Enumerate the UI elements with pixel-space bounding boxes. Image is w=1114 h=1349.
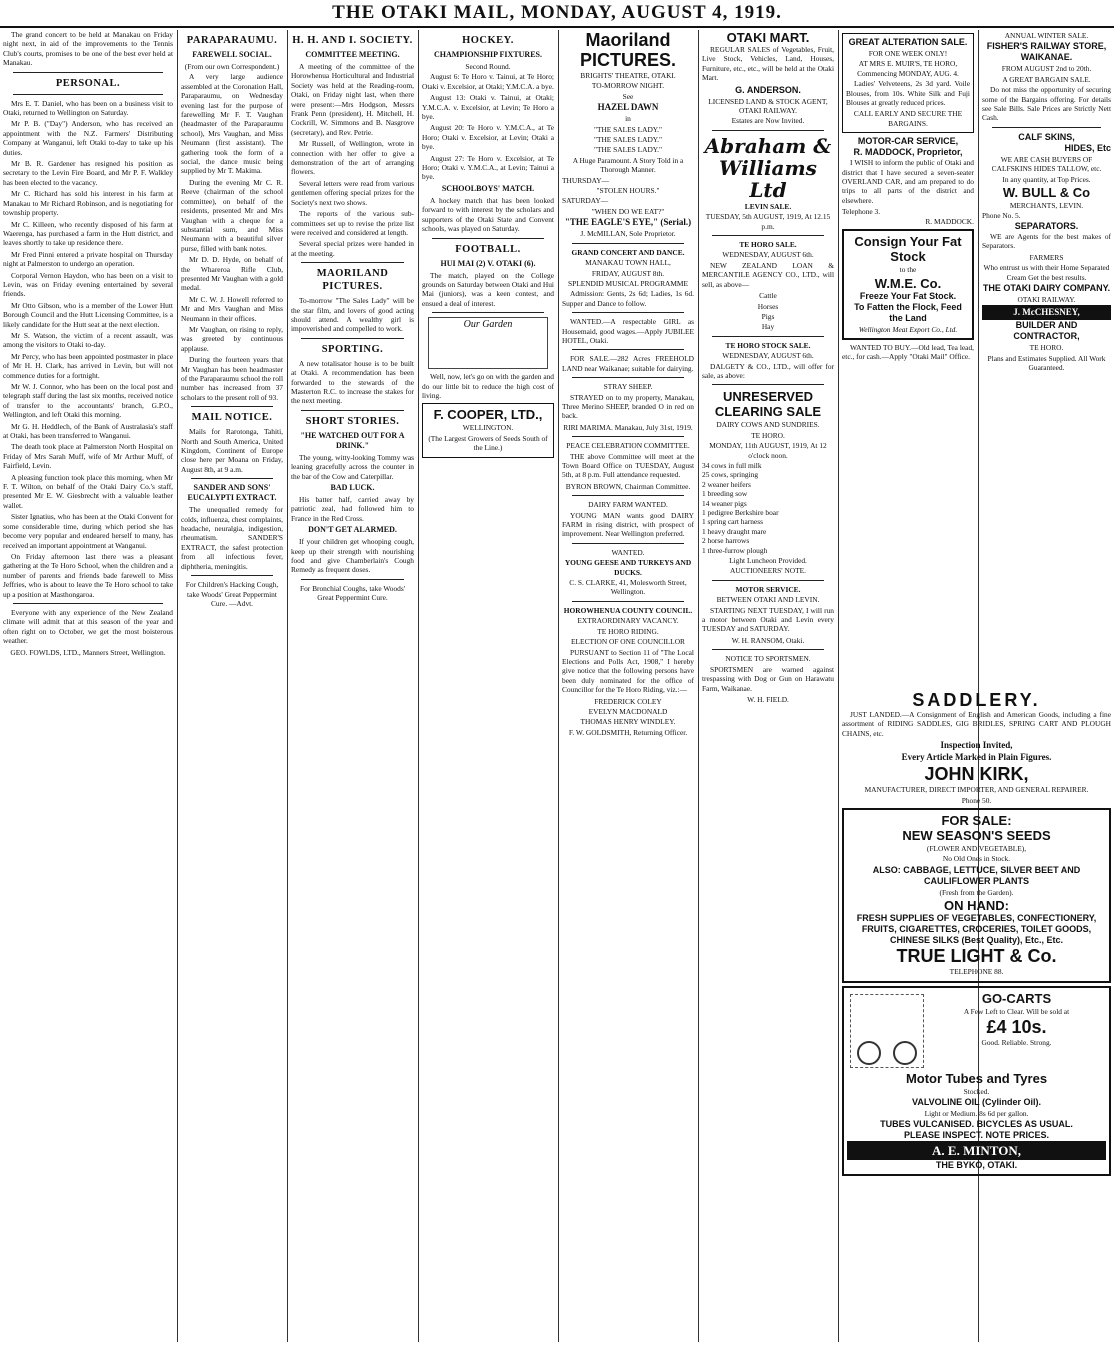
- consign-title: Consign Your Fat Stock: [854, 234, 962, 265]
- fisher-date: FROM AUGUST 2nd to 20th.: [1001, 64, 1092, 74]
- sale-list-item: 1 pedigree Berkshire boar: [702, 508, 779, 517]
- column-society: [291, 30, 414, 1342]
- top-prices: In any quantity, at Top Prices.: [1002, 174, 1091, 184]
- fixtures-subheading: CHAMPIONSHIP FIXTURES.: [433, 50, 542, 59]
- lead-paragraph: The grand concert to be held at Manakau on Friday night next, in aid of the improvements to the Tennis Club's courts, promises to be one of the best ever held at Manakau.: [3, 30, 173, 68]
- fisher-title: FISHER'S RAILWAY STORE, WAIKANAE.: [986, 41, 1107, 63]
- election: ELECTION OF ONE COUNCILLOR: [571, 637, 685, 647]
- builder-title: BUILDER AND CONTRACTOR,: [1013, 320, 1080, 342]
- divider: [572, 243, 684, 244]
- alteration-sale-sub: FOR ONE WEEK ONLY!: [868, 49, 948, 58]
- concert-hall: MANAKAU TOWN HALL,: [585, 258, 671, 268]
- peace-text: THE above Committee will meet at the Town Board Office on TUESDAY, August 5th, at 8 p.m. Full attendance requested.: [562, 451, 694, 480]
- true-light-telephone: TELEPHONE 88.: [949, 967, 1004, 977]
- tomorrow: TO-MORROW NIGHT.: [591, 81, 665, 91]
- column-rule: [698, 30, 699, 1342]
- saddlery-text: JUST LANDED.—A Consignment of English and American Goods, including a fine assortment of RIDING SADDLES, GIG BRIDLES, SPRING CART AND PLOUGH CHAINS, etc.: [842, 710, 1111, 738]
- sale-list-item: 1 spring cart harness: [702, 517, 763, 527]
- society-heading: H. H. AND I. SOCIETY.: [292, 35, 413, 46]
- committee-subheading: COMMITTEE MEETING.: [305, 50, 400, 59]
- personal-item: Mr Fred Pinni entered a private hospital on Thursday night at Palmerston to undergo an operation.: [3, 249, 173, 269]
- divider: [301, 262, 404, 263]
- round-label: Second Round.: [465, 62, 511, 71]
- divider: [432, 238, 544, 239]
- story-text: The young, witty-looking Tommy was leaning gracefully across the counter in the bar of the Cow and Caterpillar.: [291, 452, 414, 481]
- wme-title: W.M.E. Co.: [874, 275, 942, 291]
- flock-title: To Fatten the Flock, Feed the Land: [854, 301, 962, 323]
- pram-illustration: [850, 994, 924, 1068]
- estates: Estates are Now Invited.: [731, 116, 805, 126]
- article-paragraph: A meeting of the committee of the Horowhenua Horticultural and Industrial Society was held at the Reading-room, Otaki, on Friday night last, when there were present:—Mrs Hodgson, Messrs Frank Penn (president), H. Mitchell, H. Cockrill, W. Simmons and B. Nasgrove (secretary), and Rev. Petrie.: [291, 62, 414, 137]
- saturday-film: "WHEN DO WE EAT?": [591, 206, 665, 216]
- motor-car-service: MOTOR-CAR SERVICE,: [857, 136, 959, 147]
- divider: [712, 649, 824, 650]
- abraham-williams-logo: Abraham & Williams Ltd: [704, 133, 832, 202]
- sale-list-item: 1 breeding sow: [702, 489, 748, 499]
- unreserved-place: TE HORO.: [751, 430, 785, 440]
- film-title: "THE SALES LADY.": [593, 124, 663, 134]
- stray-heading: STRAY SHEEP.: [603, 382, 653, 392]
- divider: [191, 575, 273, 576]
- hides: HIDES, Etc: [1064, 142, 1111, 153]
- fixture-item: August 13: Otaki v. Tainui, at Otaki; Y.M.C.A. v. Excelsior, at Levin; Te Horo a bye.: [422, 93, 554, 122]
- gocarts-price: £4 10s.: [986, 1017, 1047, 1038]
- dalgety-text: DALGETY & CO., LTD., will offer for sale, as above:: [702, 361, 834, 380]
- wanted-to-buy: WANTED TO BUY.—Old lead, Tea lead, etc., for cash.—Apply "Otaki Mail" Office.: [842, 342, 974, 362]
- wanted-heading: WANTED.: [611, 547, 645, 557]
- short-stories-heading: SHORT STORIES.: [305, 415, 400, 427]
- sale-list-item: 2 horse harrows: [702, 536, 750, 546]
- story-title: "HE WATCHED OUT FOR A DRINK.": [300, 430, 405, 450]
- personal-item: Mr C. Killeen, who recently disposed of his farm at Waerenga, has purchased a farm in the Hutt district, and leaves shortly to take up residence there.: [3, 219, 173, 248]
- column-rule: [838, 30, 839, 1342]
- article-paragraph: During the fourteen years that Mr Vaughan has been headmaster of the Paraparaumu school the roll number has increased from 37 scholars to the present roll of 93.: [181, 355, 284, 402]
- for-sale-ad: FOR SALE.—282 Acres FREEHOLD LAND near Waikanae; suitable for dairying.: [562, 354, 694, 373]
- dairy-company: THE OTAKI DAIRY COMPANY.: [982, 282, 1111, 293]
- for-sale-title: FOR SALE:: [941, 813, 1012, 829]
- see: See: [622, 91, 634, 101]
- wme-name: Wellington Meat Export Co., Ltd.: [858, 324, 958, 334]
- stock-item: Horses: [757, 301, 779, 311]
- sale-list-item: 25 cows, springing: [702, 470, 759, 480]
- seeds-sub: (FLOWER AND VEGETABLE),: [926, 844, 1027, 854]
- divider: [301, 338, 404, 339]
- divider: [572, 495, 684, 496]
- mcchesney-name: J. McCHESNEY,: [982, 305, 1111, 320]
- personal-heading: PERSONAL.: [55, 77, 121, 89]
- divider: [572, 312, 684, 313]
- kirk-name: JOHN KIRK,: [924, 764, 1029, 785]
- personal-item: Corporal Vernon Haydon, who has been on a visit to Levin, was on Friday evening entertained by several friends.: [3, 270, 173, 299]
- sale-list-item: 34 cows in full milk: [702, 460, 762, 470]
- calf-skins: CALF SKINS,: [1018, 131, 1075, 142]
- divider: [712, 235, 824, 236]
- personal-item: Mr G. H. Heddlech, of the Bank of Australasia's staff at Otaki, has been transferred to Wanganui.: [3, 421, 173, 441]
- masthead: [0, 0, 1114, 28]
- newspaper-title: THE OTAKI MAIL, MONDAY, AUGUST 4, 1919.: [332, 2, 782, 23]
- dairy-text: YOUNG MAN wants good DAIRY FARM in rising district, with prospect of improvement. Near Wellington preferred.: [562, 510, 694, 539]
- bottom-ads: [842, 690, 1111, 1342]
- gocarts-title: GO-CARTS: [981, 990, 1052, 1006]
- fixture-item: August 27: Te Horo v. Excelsior, at Te Horo; Otaki v. Y.M.C.A., at Levin; Tainui a bye.: [422, 153, 554, 182]
- divider: [572, 436, 684, 437]
- annual-sale: ANNUAL WINTER SALE.: [1004, 31, 1089, 40]
- bull-sub: MERCHANTS, LEVIN.: [1009, 201, 1084, 211]
- garden-text: Well, now, let's go on with the garden and do our little bit to reduce the high cost of living.: [422, 372, 554, 400]
- garden-caption: Our Garden: [463, 319, 513, 331]
- personal-item: Mr C. Richard has sold his interest in his farm at Manakau to Mr Richard Robinson, and is negotiating for township property.: [3, 189, 173, 218]
- article-paragraph: Mr C. W. J. Howell referred to Mr and Mrs Vaughan and Miss Neumann in their offices.: [181, 294, 283, 323]
- farmers-heading: FARMERS: [1029, 252, 1064, 262]
- mail-notice-heading: MAIL NOTICE.: [191, 412, 273, 424]
- dairy-cows: DAIRY COWS AND SUNDRIES.: [716, 420, 820, 430]
- divider: [301, 410, 404, 411]
- divider: [13, 72, 163, 73]
- article-paragraph: Several special prizes were handed in at the meeting.: [291, 239, 414, 258]
- cooper-ad: [422, 403, 554, 457]
- divider: [572, 601, 684, 602]
- auctioneers-note: AUCTIONEERS' NOTE.: [729, 566, 807, 576]
- sportsmen-signoff: W. H. FIELD.: [747, 694, 789, 704]
- seeds-title: NEW SEASON'S SEEDS: [902, 828, 1051, 844]
- divider: [572, 349, 684, 350]
- farewell-subheading: FAREWELL SOCIAL.: [192, 50, 272, 59]
- column-paraparaumu: [181, 30, 283, 1342]
- to-the: to the: [899, 265, 917, 275]
- council-heading: HOROWHENUA COUNTY COUNCIL.: [563, 605, 693, 615]
- seeds-stock: No Old Ones in Stock.: [942, 854, 1011, 864]
- separators-text: WE are Agents for the best makes of Separators.: [982, 231, 1111, 251]
- wanted-ad: WANTED.—A respectable GIRL as Housemaid, good wages.—Apply JUBILEE HOTEL, Otaki.: [562, 317, 694, 345]
- sale-list-item: 1 heavy draught mare: [702, 526, 767, 536]
- gocarts-sub: A Few Left to Clear. Will be sold at: [963, 1006, 1070, 1016]
- sale-list-item: 14 weaner pigs: [702, 498, 747, 508]
- paramount: A Huge Paramount. A Story Told in a Thorough Manner.: [572, 155, 684, 175]
- kirk-phone: Phone 50.: [961, 795, 992, 805]
- column-personal: [3, 30, 173, 1342]
- column-alteration-sale: [842, 30, 974, 683]
- anderson-sub: LICENSED LAND & STOCK AGENT, OTAKI RAILWAY.: [708, 96, 828, 116]
- maddock-signoff: R. MADDOCK.: [925, 216, 974, 226]
- stock-sale: TE HORO STOCK SALE.: [725, 340, 811, 350]
- personal-item: Mr Percy, who has been appointed postmaster in place of Mr H. H. Clark, has arrived in Levin, but will not commence duties for a fortnight.: [3, 351, 173, 380]
- also-sub: (Fresh from the Garden).: [939, 887, 1014, 897]
- gocarts-good: Good. Reliable. Strong.: [981, 1038, 1052, 1048]
- plans-text: Plans and Estimates Supplied. All Work Guaranteed.: [987, 353, 1106, 373]
- candidate: EVELYN MACDONALD: [588, 706, 668, 716]
- vacancy: EXTRAORDINARY VACANCY.: [577, 616, 679, 626]
- alteration-sale-items: Ladies' Velveteens, 2s 3d yard. Voile Blouses, from 10s. White Silk and Fuji Blouses at greatly reduced prices.: [846, 79, 970, 108]
- separators-title: SEPARATORS.: [1014, 220, 1079, 231]
- our-garden-illustration: [428, 317, 548, 369]
- stocked: Stocked.: [963, 1086, 990, 1096]
- footer-ad: For Children's Hacking Cough, take Woods' Great Peppermint Cure. —Advt.: [185, 580, 279, 608]
- article-paragraph: During the evening Mr C. R. Reeve (chairman of the school committee), on behalf of the residents, presented Mr and Mrs Vaughan with a cheque for a substantial sum, and Miss Neumann with a beautiful silver purse, filled with bank notes.: [181, 177, 283, 253]
- on-hand-text: FRESH SUPPLIES OF VEGETABLES, CONFECTIONERY, FRUITS, CIGARETTES, CROCERIES, TOILET GOODS, CHINESE SILKS (Best Quality), Etc., Etc.: [856, 913, 1097, 946]
- article-paragraph: Several letters were read from various gentlemen offering special prizes for the Society's next two shows.: [291, 178, 414, 207]
- paraparaumu-heading: PARAPARAUMU.: [186, 35, 278, 46]
- unreserved-date: MONDAY, 11th AUGUST, 1919, At 12 o'clock noon.: [709, 441, 827, 460]
- peace-signoff: BYRON BROWN, Chairman Committee.: [565, 481, 691, 491]
- maddock-text: I WISH to inform the public of Otaki and district that I have secured a seven-seater OVERLAND CAR, and am prepared to do trips to all parts of the district and elsewhere.: [842, 158, 974, 205]
- riding: TE HORO RIDING.: [597, 626, 659, 636]
- story-text: If your children get whooping cough, keep up their strength with nourishing food and give Chamberlain's Cough Remedy as frequent doses.: [291, 537, 414, 575]
- motor-service-signoff: W. H. RANSOM, Otaki.: [731, 635, 805, 645]
- sale-list-item: 2 weaner heifers: [702, 479, 751, 489]
- sporting-text: A new totalisator house is to be built at Otaki. A recommendation has been forwarded to the stewards of the Masterton R.C. to increase the stakes for the next meeting.: [291, 358, 414, 406]
- sportsmen-heading: NOTICE TO SPORTSMEN.: [725, 654, 811, 664]
- story-text: His batter half, carried away by patriotic zeal, had followed him to France in the Red Cross.: [291, 495, 414, 523]
- wanted-signoff: C. S. CLARKE, 41, Molesworth Street, Wellington.: [569, 578, 687, 597]
- freeze-title: Freeze Your Fat Stock.: [859, 290, 957, 301]
- also-plants: ALSO: CABBAGE, LETTUCE, SILVER BEET AND CAULIFLOWER PLANTS: [872, 864, 1081, 886]
- byko: THE BYKO, OTAKI.: [935, 1160, 1018, 1171]
- luncheon: Light Luncheon Provided.: [729, 556, 807, 566]
- motor-service-sub: BETWEEN OTAKI AND LEVIN.: [716, 595, 820, 605]
- sanders-heading: SANDER AND SONS' EUCALYPTI EXTRACT.: [187, 483, 277, 503]
- saddlery-title: SADDLERY.: [912, 690, 1041, 710]
- pictures-text: To-morrow "The Sales Lady" will be the star film, and lovers of good acting should attend. A wealthy girl is impoverished and compelled to work.: [291, 296, 414, 334]
- divider: [712, 580, 824, 581]
- concert-title: GRAND CONCERT AND DANCE.: [571, 247, 685, 257]
- personal-item: Mrs E. T. Daniel, who has been on a business visit to Otaki, returned to Wellington on Saturday.: [3, 98, 173, 118]
- signoff: GEO. FOWLDS, LTD., Manners Street, Wellington.: [10, 647, 166, 657]
- valvoline: VALVOLINE OIL (Cylinder Oil).: [911, 1097, 1041, 1108]
- seeds-ad: [842, 808, 1111, 983]
- column-hockey: [422, 30, 554, 1342]
- inspection-invited: Inspection Invited,: [940, 740, 1013, 751]
- concert-date: FRIDAY, AUGUST 8th.: [591, 268, 665, 278]
- divider: [712, 130, 824, 131]
- divider: [712, 336, 824, 337]
- motor-tubes-title: Motor Tubes and Tyres: [905, 1070, 1048, 1086]
- cooper-city: WELLINGTON.: [462, 423, 514, 433]
- otaki-mart-title: OTAKI MART.: [726, 30, 810, 45]
- footer-ad: For Bronchial Coughs, take Woods' Great Peppermint Cure.: [299, 583, 406, 603]
- film-title: "THE SALES LADY.": [593, 145, 663, 155]
- divider: [301, 579, 404, 580]
- in: in: [625, 114, 631, 124]
- divider: [191, 478, 273, 479]
- personal-item: The death took place at Palmerston North Hospital on Friday of Mrs Sarah Muff, wife of Mr Arthur Muff, of Fairfield, Levin.: [3, 442, 173, 471]
- personal-item: Mr S. Watson, the victim of a recent assault, was among the visitors to Otaki to-day.: [3, 330, 173, 350]
- sporting-heading: SPORTING.: [321, 343, 384, 355]
- stray-signoff: RIRI MARIMA. Manakau, July 31st, 1919.: [563, 422, 693, 432]
- please-inspect: PLEASE INSPECT. NOTE PRICES.: [903, 1130, 1050, 1141]
- personal-item: Mr B. R. Gardener has resigned his position as secretary to the Levin Fire Board, and Mr P. F. Walkley has been elected to the vacancy.: [3, 159, 173, 187]
- thursday: THURSDAY—: [562, 175, 609, 185]
- column-rule: [558, 30, 559, 1342]
- light-oil: Light or Medium. 8s 6d per gallon.: [924, 1109, 1029, 1119]
- election-text: PURSUANT to Section 11 of "The Local Elections and Polls Act, 1908," I hereby give notice that the following persons have been duly nominated for the office of Councillor for the Te Horo Riding, viz.:—: [562, 647, 694, 695]
- saturday: SATURDAY—: [562, 196, 609, 206]
- tehoro-sale-date: WEDNESDAY, AUGUST 6th.: [722, 250, 814, 260]
- tehoro-sale: TE HORO SALE.: [739, 240, 797, 250]
- story-title: DON'T GET ALARMED.: [308, 525, 397, 535]
- article-paragraph: The reports of the various sub-committees set up to revise the prize list were received and considered at length.: [291, 209, 414, 237]
- bargain-heading: A GREAT BARGAIN SALE.: [1002, 74, 1091, 84]
- bargain-text: Do not miss the opportunity of securing some of the Bargains offering. For details see Sale Bills. Sale Prices are Strictly Nett Cash.: [982, 85, 1111, 123]
- article-paragraph: A very large audience assembled at the Coronation Hall, Paraparaumu, on Wednesday evening last for the purpose of farewelling Mr F. T. Vaughan (headmaster of the Paraparaumu school), Mrs Vaughan, and Miss Neumann (first assistant). The gathering took the form of a social, the dance music being supplied by Mr T. Makima.: [181, 72, 283, 176]
- stock-sale-date: WEDNESDAY, AUGUST 6th.: [722, 351, 814, 361]
- stock-item: Pigs: [761, 311, 775, 321]
- peace-heading: PEACE CELEBRATION COMMITTEE.: [566, 441, 690, 451]
- divider: [13, 603, 163, 604]
- article-paragraph: Mr D. D. Hyde, on behalf of the Whareroa Rifle Club, presented Mr Vaughan with a gold medal.: [181, 255, 283, 293]
- personal-item: Sister Ignatius, who has been at the Otaki Convent for some considerable time, during which period she has become very popular and endeared herself to many, has received an important appointment at Wanganui.: [3, 512, 173, 550]
- stock-item: Cattle: [759, 291, 777, 301]
- column-merchants: [982, 30, 1111, 683]
- serial: "THE EAGLE'S EYE," (Serial.): [564, 217, 692, 228]
- divider: [572, 543, 684, 544]
- mail-notice-text: Mails for Rarotonga, Tahiti, North and South America, United Kingdom, Continent of Europe close here per Moana on Friday, August 8th, at 9 a.m.: [181, 427, 283, 474]
- alteration-sale-ad: [842, 33, 974, 133]
- article-paragraph: Mr Russell, of Wellington, wrote in connection with her offer to give a demonstration of the art of arranging flowers.: [291, 139, 414, 177]
- fixture-item: August 6: Te Horo v. Tainui, at Te Horo; Otaki v. Excelsior, at Otaki; Y.M.C.A. a bye.: [422, 72, 554, 91]
- fixture-item: August 20: Te Horo v. Y.M.C.A., at Te Horo; Otaki v. Excelsior, at Levin; Otaki a bye.: [422, 123, 554, 152]
- sportsmen-text: SPORTSMEN are warned against trespassing with Dog or Gun on Harawatu Farm, Waikanae.: [702, 664, 834, 693]
- schoolboys-subheading: SCHOOLBOYS' MATCH.: [441, 183, 535, 193]
- candidate: FREDERICK COLEY: [594, 696, 662, 706]
- wheel-icon: [893, 1041, 917, 1065]
- dairy-company-sub: OTAKI RAILWAY.: [1017, 294, 1076, 304]
- cooper-name: F. COOPER, LTD.,: [433, 407, 543, 423]
- nz-loan-text: NEW ZEALAND LOAN & MERCANTILE AGENCY CO., LTD., will sell, as above—: [702, 260, 834, 289]
- maoriland-pictures-title: Maoriland PICTURES.: [579, 30, 676, 70]
- farmers-text: Who entrust us with their Home Separated Cream Get the best results.: [983, 263, 1110, 282]
- returning-officer: F. W. GOLDSMITH, Returning Officer.: [568, 727, 688, 737]
- thursday-film: "STOLEN HOURS.": [596, 186, 660, 196]
- true-light-title: TRUE LIGHT & Co.: [896, 946, 1057, 967]
- levin-sale-date: TUESDAY, 5th AUGUST, 1919, At 12.15 p.m.: [705, 212, 831, 231]
- candidate: THOMAS HENRY WINDLEY.: [580, 717, 676, 727]
- divider: [992, 127, 1101, 128]
- alteration-sale-call: CALL EARLY AND SECURE THE BARGAINS.: [853, 109, 963, 128]
- divider: [191, 406, 273, 407]
- story-title: BAD LUCK.: [330, 483, 375, 492]
- column-notices: [562, 30, 694, 1342]
- minton-name: A. E. MINTON,: [847, 1141, 1106, 1160]
- column-sales: [702, 30, 834, 704]
- maoriland-heading: MAORILAND PICTURES.: [316, 268, 389, 293]
- column-rule: [287, 30, 288, 1342]
- stock-item: Hay: [761, 322, 775, 332]
- personal-item: On Friday afternoon last there was a pleasant gathering at the Te Horo School, when the children and a number of parents and friends bade farewell to Miss Jeffries, who is about to leave the Te Horo school to take up a position at Masthongaroa.: [3, 551, 173, 599]
- divider: [432, 312, 544, 313]
- article-paragraph: Mr Vaughan, on rising to reply, was greeted by continuous applause.: [181, 324, 283, 353]
- football-text: The match, played on the College grounds on Saturday between Otaki and Hui Mai (juniors), was a keen contest, and ensued a deal of interest.: [422, 270, 554, 308]
- theatre: BRIGHTS' THEATRE, OTAKI.: [580, 71, 676, 80]
- dairy-heading: DAIRY FARM WANTED.: [588, 500, 668, 510]
- tubes-vulcanised: TUBES VULCANISED. BICYCLES AS USUAL.: [880, 1119, 1073, 1130]
- cash-buyers: WE ARE CASH BUYERS OF CALFSKINS HIDES TALLOW, etc.: [991, 154, 1102, 174]
- maddock-telephone: Telephone 3.: [842, 207, 881, 217]
- bull-phone: Phone No. 5.: [982, 211, 1021, 221]
- concert-programme: SPLENDID MUSICAL PROGRAMME: [567, 278, 689, 288]
- divider: [712, 384, 824, 385]
- motor-service-heading: MOTOR SERVICE.: [735, 584, 801, 594]
- divider: [572, 377, 684, 378]
- unreserved-title: UNRESERVED CLEARING SALE: [714, 389, 822, 420]
- alteration-sale-where: AT MRS E. MUIR'S, TE HORO, Commencing MONDAY, AUG. 4.: [857, 59, 959, 78]
- every-article: Every Article Marked in Plain Figures.: [901, 752, 1052, 763]
- on-hand-title: ON HAND:: [944, 898, 1009, 914]
- football-heading: FOOTBALL.: [455, 243, 521, 255]
- mcchesney-place: TE HORO.: [1029, 343, 1064, 353]
- divider: [13, 94, 163, 95]
- maddock-name: R. MADDOCK, Proprietor,: [853, 147, 963, 158]
- sale-list-item: 1 three-furrow plough: [702, 545, 768, 555]
- wanted-text: YOUNG GEESE AND TURKEYS AND DUCKS.: [564, 558, 692, 577]
- personal-item: Mr P. B. ("Day") Anderson, who has received an appointment with the N.Z. Farmers' Distributing Company at Wanganui, left Otaki to-day to take up his duties.: [3, 119, 173, 157]
- byline: (From our own Correspondent.): [184, 62, 280, 71]
- kirk-sub: MANUFACTURER, DIRECT IMPORTER, AND GENERAL REPAIRER.: [864, 785, 1089, 795]
- wheel-icon: [857, 1041, 881, 1065]
- cooper-tagline: (The Largest Growers of Seeds South of the Line.): [428, 433, 548, 453]
- personal-item: Mr Otto Gibson, who is a member of the Lower Hutt Borough Council and the Hutt Licensing Committee, is a likely candidate for the Hutt seat at the next election.: [3, 300, 173, 329]
- stray-text: STRAYED on to my property, Manakau, Three Merino SHEEP, branded O in red on back.: [562, 392, 694, 421]
- personal-item: A pleasing function took place this morning, when Mr F. T. Wilton, on behalf of the Otaki Dairy Co.'s staff, presented Mr E. W. Giesbrecht with a valuable leather wallet.: [3, 472, 173, 510]
- otaki-mart-text: REGULAR SALES of Vegetables, Fruit, Live Stock, Vehicles, Land, Houses, Furniture, etc., etc., will be held at the Otaki Mart.: [702, 45, 834, 83]
- film-title: "THE SALES LADY.": [593, 135, 663, 145]
- alteration-sale-title: GREAT ALTERATION SALE.: [848, 37, 968, 47]
- star-name: HAZEL DAWN: [597, 102, 659, 113]
- wme-ad: [842, 229, 974, 340]
- sanders-text: The unequalled remedy for colds, influenza, chest complaints, headache, neuralgia, indigestion, rheumatism. SANDER'S EXTRACT, the safest protection from all infectious fever, diphtheria, meningitis.: [181, 505, 283, 571]
- schoolboys-text: A hockey match that has been looked forward to with interest by the scholars and supporters of the Otaki State and Convent schools, was played on Saturday.: [422, 195, 554, 234]
- proprietor: J. McMILLAN, Sole Proprietor.: [580, 229, 676, 239]
- bull-title: W. BULL & Co: [1002, 185, 1091, 201]
- gocarts-ad: [842, 986, 1111, 1177]
- levin-sale: LEVIN SALE.: [744, 201, 792, 211]
- column-rule: [177, 30, 178, 1342]
- advertorial: Everyone with any experience of the New Zealand climate will admit that at this season of the year and often right on to October, we get the most boisterous weather.: [3, 607, 173, 646]
- personal-item: Mr W. J. Connor, who has been on the local post and telegraph staff during the last six months, received notice of transfer to the accountants' branch, G.P.O., Wellington, and left Otaki this morning.: [3, 382, 173, 420]
- concert-admission: Admission: Gents, 2s 6d; Ladies, 1s 6d. Supper and Dance to follow.: [562, 289, 694, 308]
- anderson-name: G. ANDERSON.: [735, 84, 801, 95]
- column-rule: [418, 30, 419, 1342]
- hockey-heading: HOCKEY.: [462, 35, 514, 46]
- motor-service-text: STARTING NEXT TUESDAY, I will run a motor between Otaki and Levin every TUESDAY and SATURDAY.: [702, 605, 834, 634]
- football-subheading: HUI MAI (2) V. OTAKI (6).: [440, 258, 536, 268]
